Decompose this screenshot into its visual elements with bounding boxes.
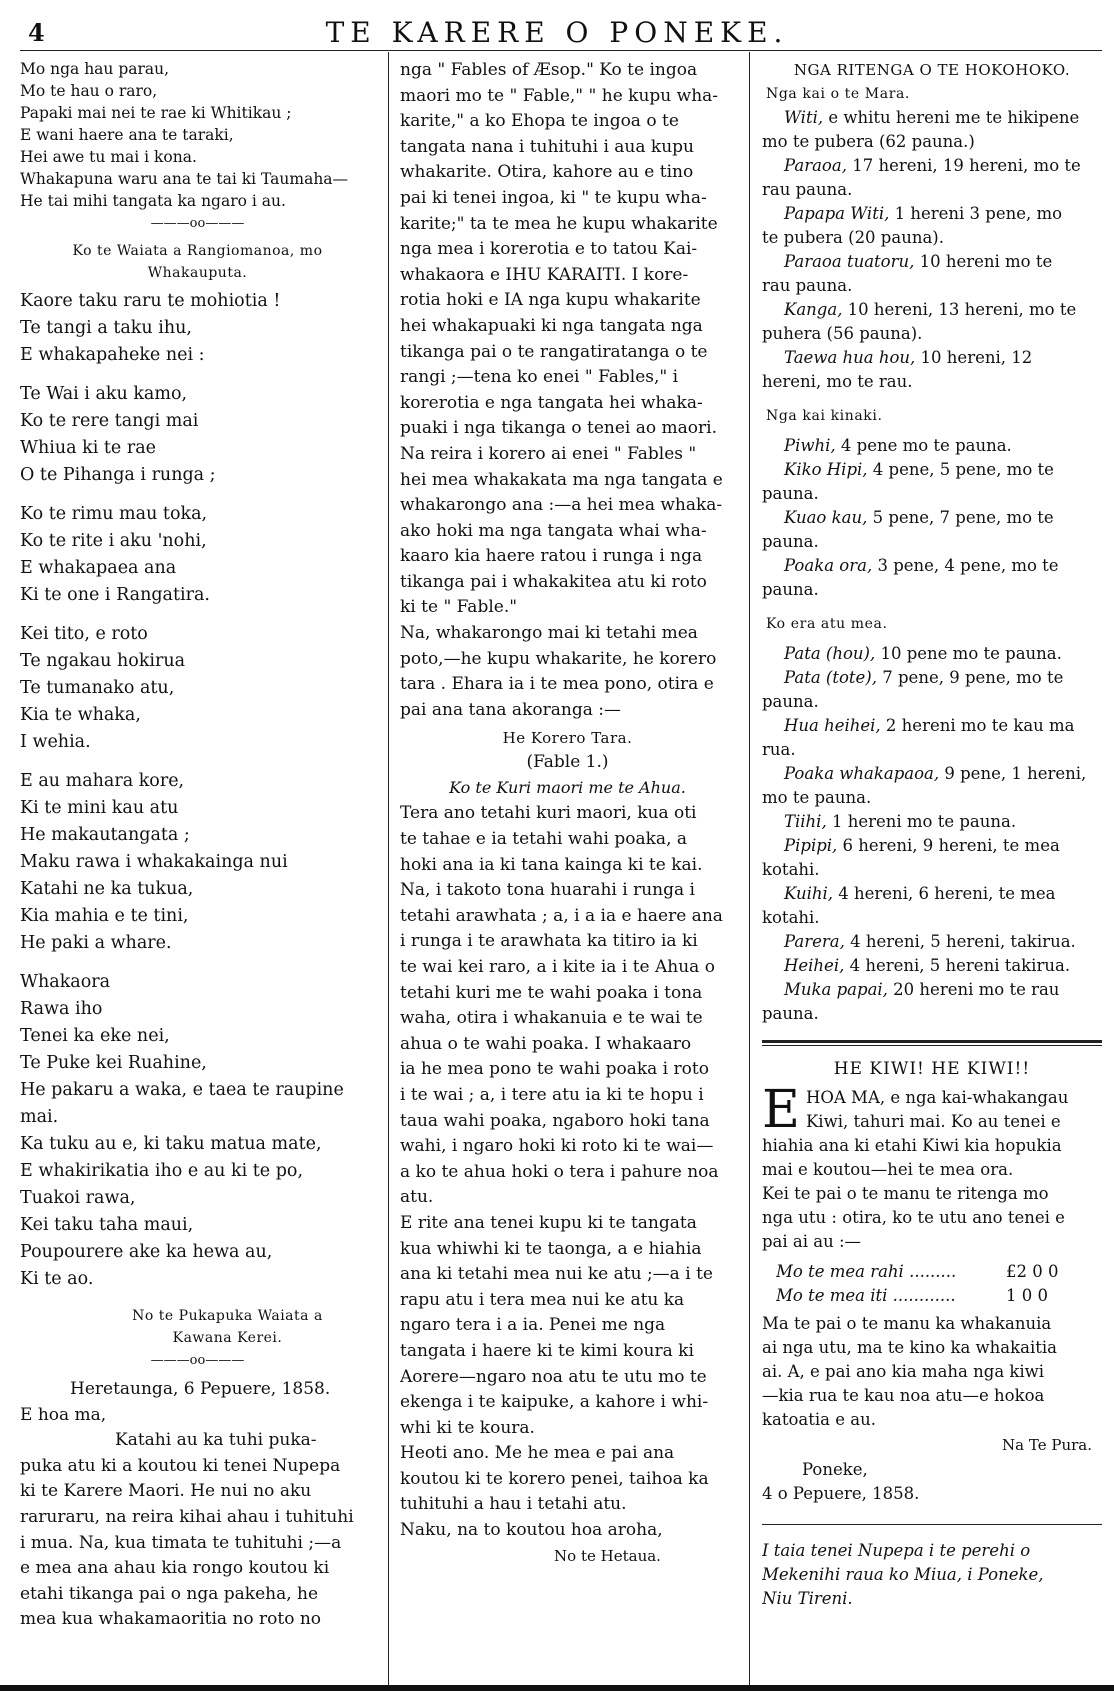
kiwi-line: katoatia e au. (762, 1410, 876, 1429)
stanza-line: Ki te one i Rangatira. (20, 585, 210, 605)
fable-line: i te wai ; a, i tere atu ia ki te hopu i (400, 1084, 704, 1105)
price-line (762, 738, 1102, 762)
kiwi-price-label: Mo te mea rahi ......... (776, 1262, 957, 1281)
item-price: 1 hereni 3 pene, mo (889, 204, 1063, 223)
kiwi-price-row (776, 1284, 1102, 1308)
kiwi-advert (762, 1080, 1102, 1506)
price-line (762, 810, 1102, 834)
price-line (762, 346, 1102, 370)
stanza-line: Ko te rere tangi mai (20, 411, 199, 431)
fable-line: whi ki te koura. (400, 1417, 535, 1438)
stanza-line: Te tangi a taku ihu, (20, 318, 192, 338)
kiwi-line: Kiwi, tahuri mai. Ko au tenei e (805, 1112, 1061, 1131)
fable-text (400, 801, 735, 1543)
item-name: Kuao kau, (784, 508, 868, 527)
fable-line: Aorere—ngaro noa atu te utu mo te (400, 1366, 707, 1387)
item-name: Kuihi, (784, 884, 834, 903)
kiwi-line: nga utu : otira, ko te utu ano tenei e (762, 1208, 1065, 1227)
intro-line: whakaora e IHU KARAITI. I kore- (400, 264, 689, 285)
kiwi-place: Poneke, (802, 1460, 868, 1479)
stanza-line: Katahi ne ka tukua, (20, 879, 194, 899)
kiwi-line: hiahia ana ki etahi Kiwi kia hopukia (762, 1136, 1062, 1155)
fable-line: i runga i te arawhata ka titiro ia ki (400, 931, 698, 952)
price-line (762, 954, 1102, 978)
fable-line: a ko te ahua hoki o tera i pahure noa (400, 1161, 719, 1182)
imprint-line: Mekenihi raua ko Miua, i Poneke, (762, 1565, 1044, 1584)
stanza-line: Tuakoi rawa, (20, 1188, 136, 1208)
intro-line: tikanga pai o te rangatiratanga o te (400, 341, 708, 362)
kiwi-line: mai e koutou—hei te mea ora. (762, 1160, 1014, 1179)
stanza-line: Rawa iho (20, 999, 103, 1019)
item-price: 6 hereni, 9 hereni, te mea (837, 836, 1060, 855)
poem-fragment (20, 58, 375, 212)
fable-line: Naku, na to koutou hoa aroha, (400, 1520, 663, 1541)
kiwi-line: pai ai au :— (762, 1232, 862, 1251)
intro-line: tangata nana i tuhituhi i aua kupu (400, 136, 694, 157)
item-price: mo te pubera (62 pauna.) (762, 132, 975, 151)
source-heading-line: No te Pukapuka Waiata a (132, 1308, 323, 1324)
item-name: Taewa hua hou, (784, 348, 916, 367)
intro-line: Na reira i korero ai enei " Fables " (400, 443, 697, 464)
intro-line: rotia hoki e IA nga kupu whakarite (400, 290, 701, 311)
stanza-line: Kia te whaka, (20, 705, 141, 725)
item-price: pauna. (762, 1004, 819, 1023)
stanza-line: Poupourere ake ka hewa au, (20, 1242, 273, 1262)
kiwi-price-row (776, 1260, 1102, 1284)
column-rule-1 (388, 52, 389, 1691)
kiwi-line: Ma te pai o te manu ka whakanuia (762, 1314, 1052, 1333)
price-line (762, 666, 1102, 690)
fable-line: tuhituhi a hau i tetahi atu. (400, 1494, 627, 1515)
item-price: 10 pene mo te pauna. (875, 644, 1062, 663)
price-line (762, 298, 1102, 322)
price-line (762, 978, 1102, 1002)
stanza-line: Ki te ao. (20, 1269, 94, 1289)
item-price: 10 hereni mo te (914, 252, 1053, 271)
stanza-line: E whakapaea ana (20, 558, 177, 578)
intro-line: whakarongo ana :—a hei mea whaka- (400, 495, 723, 516)
stanza-line: Maku rawa i whakakainga nui (20, 852, 288, 872)
kiwi-line: —kia rua te kau noa atu—e hokoa (762, 1386, 1045, 1405)
item-name: Poaka ora, (784, 556, 873, 575)
item-name: Hua heihei, (784, 716, 881, 735)
price-line (762, 762, 1102, 786)
price-line (762, 506, 1102, 530)
fable-line: tangata i haere ki te kimi koura ki (400, 1340, 694, 1361)
price-line (762, 834, 1102, 858)
page-number: 4 (28, 18, 45, 47)
item-name: Pata (hou), (784, 644, 876, 663)
item-name: Kanga, (784, 300, 843, 319)
item-price: 4 pene mo te pauna. (835, 436, 1012, 455)
fable-line: ana ki tetahi mea nui ke atu ;—a i te (400, 1264, 713, 1285)
price-line (762, 458, 1102, 482)
masthead (20, 14, 1094, 52)
meat-prices (762, 434, 1102, 602)
stanza-line: E whakapaheke nei : (20, 345, 205, 365)
item-price: 4 hereni, 6 hereni, te mea (833, 884, 1056, 903)
stanza-line: Ki te mini kau atu (20, 798, 179, 818)
price-line (762, 154, 1102, 178)
item-price: mo te pauna. (762, 788, 872, 807)
letter-line: i mua. Na, kua timata te tuhituhi ;—a (20, 1532, 342, 1553)
item-price: 2 hereni mo te kau ma (880, 716, 1075, 735)
signoff: No te Hetaua. (554, 1546, 661, 1565)
paper-title: TE KARERE O PONEKE. (325, 16, 789, 49)
item-price: 4 pene, 5 pene, mo te (867, 460, 1054, 479)
column-2 (400, 58, 735, 1683)
intro-line: tikanga pai i whakakitea atu ki roto (400, 571, 707, 592)
stanza (20, 969, 375, 1293)
fable-line: koutou ki te korero penei, taihoa ka (400, 1468, 709, 1489)
price-line (762, 322, 1102, 346)
garden-heading: Nga kai o te Mara. (766, 86, 910, 102)
item-name: Kiko Hipi, (784, 460, 868, 479)
song-heading (20, 240, 375, 284)
stanza-line: He pakaru a waka, e taea te raupine (20, 1080, 344, 1100)
intro-line: maori mo te " Fable," " he kupu wha- (400, 85, 719, 106)
intro-line: Na, whakarongo mai ki tetahi mea (400, 623, 698, 644)
intro-line: nga " Fables of Æsop." Ko te ingoa (400, 60, 698, 80)
fables-intro (400, 58, 735, 723)
stanza-line: Kia mahia e te tini, (20, 906, 189, 926)
price-line (762, 642, 1102, 666)
stanza-line: Kei taku taha maui, (20, 1215, 194, 1235)
ornament: ———oo——— (150, 216, 245, 231)
item-price: 7 pene, 9 pene, mo te (877, 668, 1064, 687)
item-price: 17 hereni, 19 hereni, mo te (846, 156, 1081, 175)
item-price: pauna. (762, 532, 819, 551)
stanza (20, 621, 375, 756)
imprint-line: Niu Tireni. (762, 1589, 853, 1608)
poem-line: Papaki mai nei te rae ki Whitikau ; (20, 104, 292, 122)
source-heading (20, 1305, 375, 1349)
kiwi-line: HOA MA, e nga kai-whakangau (805, 1088, 1069, 1107)
stanza (20, 501, 375, 609)
item-price: 20 hereni mo te rau (887, 980, 1060, 999)
letter-text (20, 1377, 375, 1633)
bottom-bar (0, 1685, 1114, 1691)
fable-line: hoki ana ia ki tana kainga ki te kai. (400, 854, 703, 875)
price-line (762, 202, 1102, 226)
fable-line: te tahae e ia tetahi wahi poaka, a (400, 829, 688, 850)
meat-heading: Nga kai kinaki. (766, 408, 883, 424)
imprint-rule (762, 1524, 1102, 1525)
letter-line: e mea ana ahau kia rongo koutou ki (20, 1558, 330, 1579)
price-line (762, 482, 1102, 506)
price-line (762, 930, 1102, 954)
kiwi-date: 4 o Pepuere, 1858. (762, 1484, 920, 1503)
stanza-line: Ko te rimu mau toka, (20, 504, 208, 524)
stanza-line: Kaore taku raru te mohiotia ! (20, 291, 281, 311)
item-price: te pubera (20 pauna). (762, 228, 944, 247)
stanza-line: Te Puke kei Ruahine, (20, 1053, 207, 1073)
item-name: Witi, (784, 108, 824, 127)
poem-line: Hei awe tu mai i kona. (20, 148, 197, 166)
ornament-2: ———oo——— (150, 1353, 245, 1368)
intro-line: tara . Ehara ia i te mea pono, otira e (400, 674, 714, 695)
price-line (762, 530, 1102, 554)
section-rule (762, 1040, 1102, 1046)
fable-line: Heoti ano. Me he mea e pai ana (400, 1443, 675, 1464)
stanza (20, 381, 375, 489)
imprint (762, 1539, 1102, 1611)
poem-line: E wani haere ana te taraki, (20, 126, 234, 144)
item-price: 10 hereni, 12 (915, 348, 1033, 367)
fable-label: (Fable 1.) (526, 752, 609, 773)
kiwi-line: Kei te pai o te manu te ritenga mo (762, 1184, 1049, 1203)
intro-line: nga mea i korerotia e to tatou Kai- (400, 239, 698, 260)
stanza-line: Te ngakau hokirua (20, 651, 186, 671)
intro-line: karite," a ko Ehopa te ingoa o te (400, 111, 679, 132)
intro-line: rangi ;—tena ko enei " Fables," i (400, 367, 679, 388)
letter-line: Katahi au ka tuhi puka- (115, 1430, 317, 1451)
stanza-line: Te Wai i aku kamo, (20, 384, 188, 404)
fable-line: tetahi arawhata ; a, i a ia e haere ana (400, 905, 723, 926)
garden-prices (762, 106, 1102, 394)
stanza-line: Ka tuku au e, ki taku matua mate, (20, 1134, 322, 1154)
fable-line: taua wahi poaka, ngaboro hoki tana (400, 1110, 710, 1131)
letter-line: etahi tikanga pai o nga pakeha, he (20, 1583, 319, 1604)
imprint-line: I taia tenei Nupepa i te perehi o (762, 1541, 1031, 1560)
column-1 (20, 58, 375, 1683)
kiwi-title: HE KIWI! HE KIWI!! (833, 1059, 1031, 1079)
stanza-line: Te tumanako atu, (20, 678, 175, 698)
source-heading-line: Kawana Kerei. (172, 1330, 283, 1346)
intro-line: hei mea whakakata ma nga tangata e (400, 469, 723, 490)
masthead-rule (20, 50, 1102, 51)
letter-line: ki te Karere Maori. He nui no aku (20, 1481, 312, 1502)
intro-line: puaki i nga tikanga o tenei ao maori. (400, 418, 718, 439)
price-line (762, 554, 1102, 578)
letter-line: E hoa ma, (20, 1404, 107, 1425)
intro-line: karite;" ta te mea he kupu whakarite (400, 213, 718, 234)
poem-line: Mo nga hau parau, (20, 60, 170, 78)
price-line (762, 178, 1102, 202)
letter-line: raruraru, na reira kihai ahau i tuhituhi (20, 1506, 354, 1527)
price-line (762, 906, 1102, 930)
kiwi-line: ai nga utu, ma te kino ka whakaitia (762, 1338, 1057, 1357)
stanza-line: He paki a whare. (20, 933, 172, 953)
item-price: rau pauna. (762, 276, 853, 295)
poem-line: Whakapuna waru ana te tai ki Taumaha— (20, 170, 349, 188)
item-price: pauna. (762, 692, 819, 711)
letter-line: mea kua whakamaoritia no roto no (20, 1609, 322, 1630)
price-line (762, 106, 1102, 130)
item-name: Paraoa, (784, 156, 847, 175)
intro-line: ako hoki ma nga tangata whai wha- (400, 520, 707, 541)
item-price: rua. (762, 740, 796, 759)
item-price: kotahi. (762, 860, 820, 879)
prices-section-title: NGA RITENGA O TE HOKOHOKO. (793, 61, 1071, 79)
column-rule-2 (749, 52, 750, 1691)
fable-line: tetahi kuri me te wahi poaka i tona (400, 982, 703, 1003)
stanza (20, 768, 375, 957)
stanza-line: E whakirikatia iho e au ki te po, (20, 1161, 304, 1181)
item-name: Poaka whakapaoa, (784, 764, 940, 783)
item-price: puhera (56 pauna). (762, 324, 923, 343)
letter-line: Heretaunga, 6 Pepuere, 1858. (70, 1379, 331, 1399)
item-price: 1 hereni mo te pauna. (826, 812, 1017, 831)
price-line (762, 786, 1102, 810)
fable-line: atu. (400, 1187, 434, 1208)
kiwi-price-label: Mo te mea iti ............ (776, 1286, 956, 1305)
price-line (762, 226, 1102, 250)
poem-line: He tai mihi tangata ka ngaro i au. (20, 192, 286, 210)
price-line (762, 578, 1102, 602)
price-line (762, 434, 1102, 458)
price-line (762, 858, 1102, 882)
price-line (762, 250, 1102, 274)
stanza-line: Ko te rite i aku 'nohi, (20, 531, 207, 551)
price-line (762, 714, 1102, 738)
intro-line: ki te " Fable." (400, 597, 518, 618)
stanza-line: I wehia. (20, 732, 91, 752)
item-price: 4 hereni, 5 hereni, takirua. (844, 932, 1076, 951)
stanza-line: Whakaora (20, 972, 111, 992)
stanza-line: E au mahara kore, (20, 771, 185, 791)
item-price: rau pauna. (762, 180, 853, 199)
item-name: Muka papai, (784, 980, 888, 999)
fable-line: ekenga i te kaipuke, a kahore i whi- (400, 1392, 709, 1413)
item-price: pauna. (762, 580, 819, 599)
fable-line: kua whiwhi ki te taonga, a e hiahia (400, 1238, 702, 1259)
stanza-line: mai. (20, 1107, 59, 1127)
fable-line: ahua o te wahi poaka. I whakaaro (400, 1033, 692, 1054)
fable-line: Tera ano tetahi kuri maori, kua oti (400, 803, 697, 824)
item-name: Parera, (784, 932, 845, 951)
fable-line: ia he mea pono te wahi poaka i roto (400, 1059, 709, 1080)
item-price: 5 pene, 7 pene, mo te (867, 508, 1054, 527)
item-name: Pipipi, (784, 836, 838, 855)
fable-line: wahi, i ngaro hoki ki roto ki te wai— (400, 1136, 714, 1157)
price-line (762, 130, 1102, 154)
item-price: 9 pene, 1 hereni, (939, 764, 1087, 783)
poem-line: Mo te hau o raro, (20, 82, 158, 100)
fable-line: waha, otira i whakanuia e te wai te (400, 1008, 703, 1029)
fable-line: Na, i takoto tona huarahi i runga i (400, 880, 695, 901)
item-price: hereni, mo te rau. (762, 372, 913, 391)
kiwi-line: ai. A, e pai ano kia maha nga kiwi (762, 1362, 1045, 1381)
item-name: Piwhi, (784, 436, 836, 455)
item-price: pauna. (762, 484, 819, 503)
stanza (20, 288, 375, 369)
price-line (762, 1002, 1102, 1026)
drop-cap: E (762, 1080, 800, 1140)
kiwi-price-amount: 1 0 0 (1006, 1286, 1048, 1305)
fable-line: te wai kei raro, a i kite ia i te Ahua o (400, 957, 715, 977)
kiwi-signature: Na Te Pura. (1002, 1436, 1092, 1454)
intro-line: whakarite. Otira, kahore au e tino (400, 162, 694, 183)
fable-title: Ko te Kuri maori me te Ahua. (449, 778, 686, 798)
fable-line: ngaro tera i a ia. Penei me nga (400, 1315, 666, 1336)
price-line (762, 274, 1102, 298)
stanza-line: Whiua ki te rae (20, 438, 156, 458)
intro-line: korerotia e nga tangata hei whaka- (400, 392, 703, 413)
item-price: 3 pene, 4 pene, mo te (872, 556, 1059, 575)
song-heading-line: Ko te Waiata a Rangiomanoa, mo (72, 243, 323, 259)
item-price: 4 hereni, 5 hereni takirua. (844, 956, 1071, 975)
other-heading: Ko era atu mea. (766, 616, 888, 632)
stanza-line: He makautangata ; (20, 825, 190, 845)
intro-line: pai ana tana akoranga :— (400, 699, 621, 720)
item-price: 10 hereni, 13 hereni, mo te (842, 300, 1077, 319)
stanza-line: O te Pihanga i runga ; (20, 465, 216, 485)
stanza-line: Tenei ka eke nei, (20, 1026, 170, 1046)
intro-line: kaaro kia haere ratou i runga i nga (400, 546, 703, 567)
price-line (762, 882, 1102, 906)
price-line (762, 690, 1102, 714)
tale-heading: He Korero Tara. (502, 729, 633, 748)
price-line (762, 370, 1102, 394)
item-name: Tiihi, (784, 812, 827, 831)
column-3 (762, 58, 1102, 1683)
item-name: Heihei, (784, 956, 845, 975)
item-name: Paraoa tuatoru, (784, 252, 915, 271)
other-prices (762, 642, 1102, 1026)
song-stanzas (20, 288, 375, 1293)
intro-line: poto,—he kupu whakarite, he korero (400, 648, 717, 669)
fable-line: E rite ana tenei kupu ki te tangata (400, 1212, 697, 1233)
item-name: Papapa Witi, (784, 204, 890, 223)
fable-line: rapu atu i tera mea nui ke atu ka (400, 1289, 685, 1310)
stanza-line: Kei tito, e roto (20, 624, 148, 644)
item-price: kotahi. (762, 908, 820, 927)
kiwi-price-amount: £2 0 0 (1006, 1262, 1059, 1281)
letter-line: puka atu ki a koutou ki tenei Nupepa (20, 1455, 341, 1476)
intro-line: hei whakapuaki ki nga tangata nga (400, 315, 703, 336)
song-heading-line: Whakauputa. (147, 265, 248, 281)
item-price: e whitu hereni me te hikipene (823, 108, 1080, 127)
intro-line: pai ki tenei ingoa, ki " te kupu wha- (400, 187, 707, 208)
item-name: Pata (tote), (784, 668, 877, 687)
